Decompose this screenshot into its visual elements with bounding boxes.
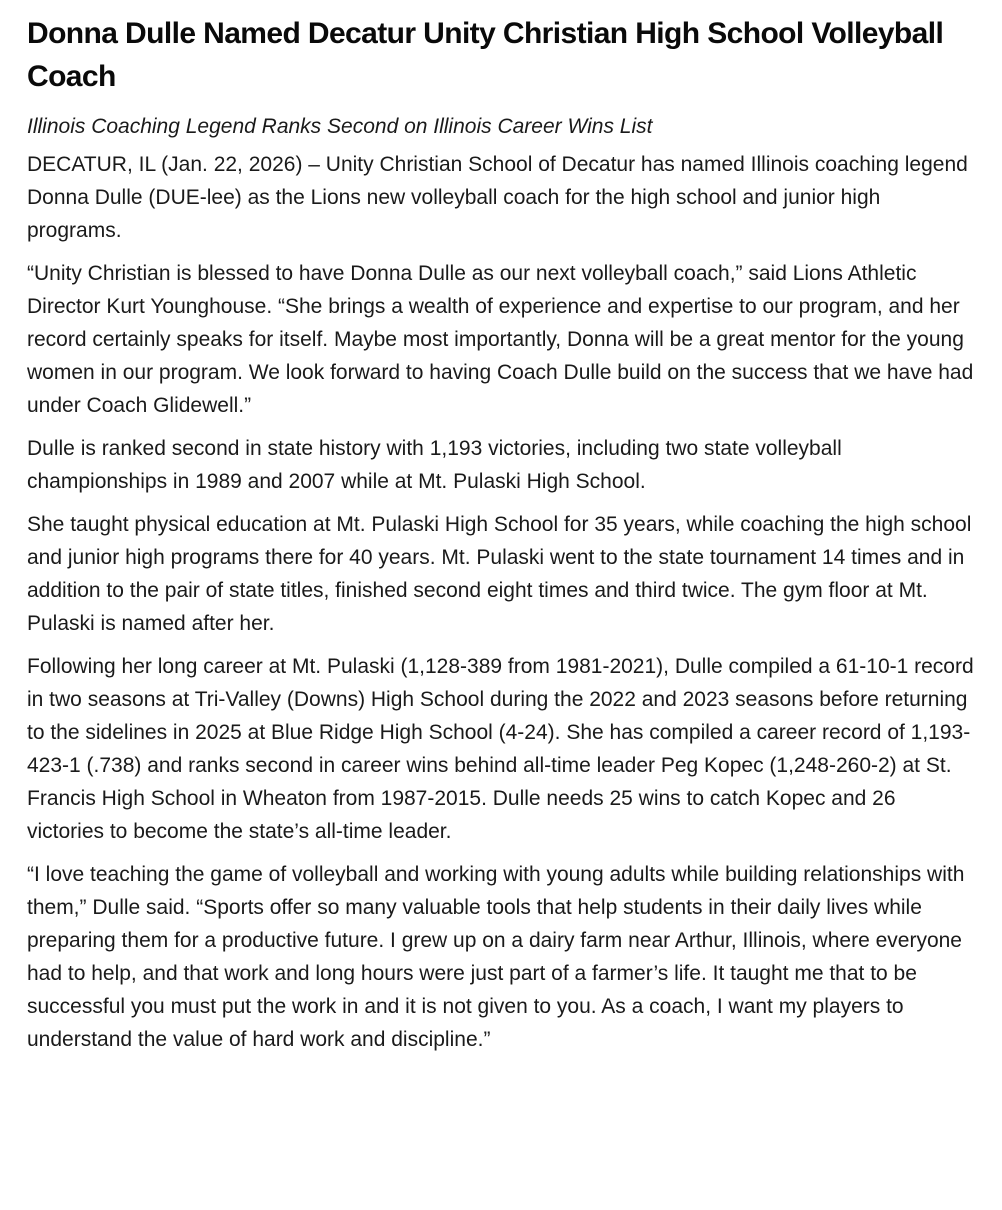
paragraph-state-ranking: Dulle is ranked second in state history with 1,193 victories, including two state volleyball championships in 1989 and 2007 while at Mt. Pulaski High School. xyxy=(27,437,842,493)
paragraph-career-record: Following her long career at Mt. Pulaski (1,128-389 from 1981-2021), Dulle compiled a 61-10-1 record in two seasons at Tri-Valley (Downs) High School during the 2022 and 2023 seasons before returning to the sidelines in 2025 at Blue Ridge High School (4-24). She has compiled a career record of 1,193-423-1 (.738) and ranks second in career wins behind all-time leader Peg Kopec (1,248-260-2) at St. Francis High School in Wheaton from 1987-2015. Dulle needs 25 wins to catch Kopec and 26 victories to become the state’s all-time leader. xyxy=(27,655,974,843)
paragraph-dateline: DECATUR, IL (Jan. 22, 2026) – Unity Christian School of Decatur has named Illinois coaching legend Donna Dulle (DUE-lee) as the Lions new volleyball coach for the high school and junior high programs. xyxy=(27,153,968,242)
paragraph-dulle-quote: “I love teaching the game of volleyball and working with young adults while building relationships with them,” Dulle said. “Sports offer so many valuable tools that help students in their daily lives while preparing them for a productive future. I grew up on a dairy farm near Arthur, Illinois, where everyone had to help, and that work and long hours were just part of a farmer’s life. It taught me that to be successful you must put the work in and it is not given to you. As a coach, I want my players to understand the value of hard work and discipline.” xyxy=(27,863,965,1051)
paragraph-athletic-director-quote: “Unity Christian is blessed to have Donna Dulle as our next volleyball coach,” said Lions Athletic Director Kurt Younghouse. “She brings a wealth of experience and expertise to our program, and her record certainly speaks for itself. Maybe most importantly, Donna will be a great mentor for the young women in our program. We look forward to having Coach Dulle build on the success that we have had under Coach Glidewell.” xyxy=(27,262,974,417)
article-headline: Donna Dulle Named Decatur Unity Christian High School Volleyball Coach xyxy=(27,17,944,93)
article-subheadline: Illinois Coaching Legend Ranks Second on Illinois Career Wins List xyxy=(27,115,653,138)
press-release-article xyxy=(27,12,977,1056)
paragraph-mt-pulaski-career: She taught physical education at Mt. Pulaski High School for 35 years, while coaching the high school and junior high programs there for 40 years. Mt. Pulaski went to the state tournament 14 times and in addition to the pair of state titles, finished second eight times and third twice. The gym floor at Mt. Pulaski is named after her. xyxy=(27,513,972,635)
